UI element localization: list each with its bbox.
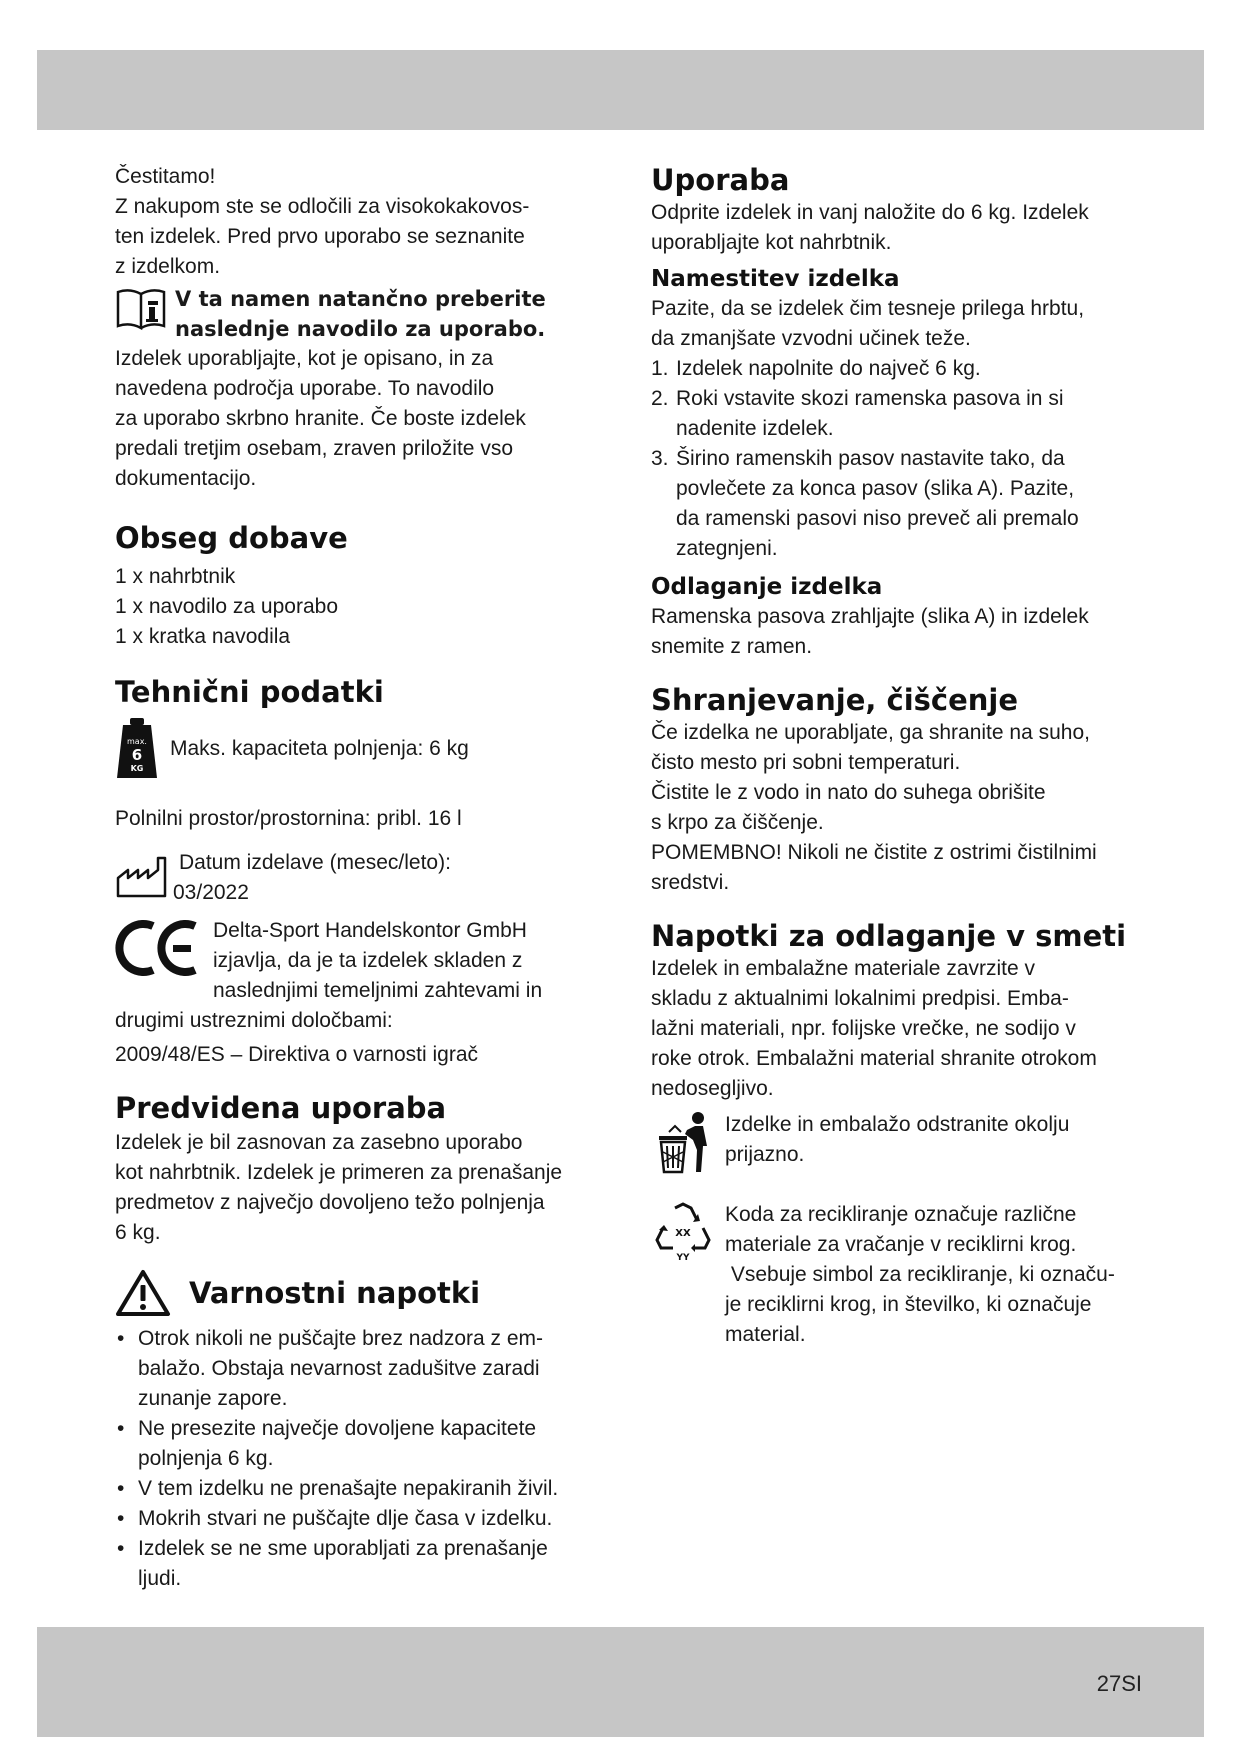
svg-text:XX: XX [675, 1228, 691, 1239]
fitting-step [651, 444, 1151, 564]
intro-line: z izdelkom. [115, 255, 221, 278]
step-number: 3. [651, 447, 669, 470]
tech-heading: Tehnični podatki [115, 675, 384, 709]
ce-line: Delta-Sport Handelskontor GmbH [213, 919, 527, 942]
weight-icon [115, 716, 159, 782]
bullet-line: • V tem izdelku ne prenašajte nepakiranih živil. [138, 1477, 559, 1500]
storage-section [651, 682, 1151, 898]
right-column [651, 162, 1151, 1350]
bin-line: Izdelke in embalažo odstranite okolju [725, 1113, 1070, 1136]
bullet-line: • Otrok nikoli ne puščajte brez nadzora z em- [138, 1327, 544, 1350]
disposal-section [651, 918, 1151, 1350]
step-line: zategnjeni. [676, 537, 778, 560]
recycle-line: materiale za vračanje v reciklirni krog. [725, 1233, 1077, 1256]
safety-bullet [115, 1504, 605, 1534]
svg-text:6: 6 [131, 746, 143, 764]
warning-triangle-icon [115, 1268, 171, 1318]
svg-text:KG: KG [130, 764, 144, 773]
step-number: 1. [651, 357, 669, 380]
intro-body-line: predali tretjim osebam, zraven priložite vso [115, 437, 513, 460]
footer-band [37, 1627, 1204, 1737]
safety-bullet [115, 1414, 605, 1474]
bullet-line: ljudi. [138, 1567, 182, 1590]
usage-line: Odprite izdelek in vanj naložite do 6 kg. Izdelek [651, 201, 1089, 224]
storage-line: Če izdelka ne uporabljate, ga shranite na suho, [651, 721, 1090, 744]
step-line: da ramenski pasovi niso preveč ali premalo [676, 507, 1079, 530]
recycle-line: je reciklirni krog, in številko, ki označuje [725, 1293, 1092, 1316]
factory-date-icon [115, 852, 171, 900]
intended-use-section [115, 1090, 605, 1248]
fitting-step [651, 384, 1151, 444]
step-line: Širino ramenskih pasov nastavite tako, da [676, 447, 1065, 470]
fitting-heading: Namestitev izdelka [651, 266, 900, 292]
removal-line: snemite z ramen. [651, 635, 813, 658]
greeting: Čestitamo! [115, 165, 216, 188]
usage-heading: Uporaba [651, 163, 790, 197]
manufacture-date-label: Datum izdelave (mesec/leto): [179, 851, 451, 874]
bullet-line: zunanje zapore. [138, 1387, 288, 1410]
ce-row [115, 916, 605, 1006]
fitting-line: Pazite, da se izdelek čim tesneje prilega hrbtu, [651, 297, 1085, 320]
bold-note-line: naslednje navodilo za uporabo. [175, 317, 546, 341]
disposal-line: roke otrok. Embalažni material shranite otrokom [651, 1047, 1097, 1070]
svg-text:max.: max. [127, 737, 147, 746]
disposal-line: lažni materiali, npr. folijske vrečke, ne sodijo v [651, 1017, 1076, 1040]
step-line: povlečete za konca pasov (slika A). Pazite, [676, 477, 1075, 500]
intended-use-line: predmetov z največjo dovoljeno težo polnjenja [115, 1191, 545, 1214]
scope-item: 1 x navodilo za uporabo [115, 595, 338, 618]
safety-bullet [115, 1474, 605, 1504]
intro-body-line: za uporabo skrbno hranite. Če boste izdelek [115, 407, 526, 430]
directive-text: 2009/48/ES – Direktiva o varnosti igrač [115, 1043, 479, 1066]
disposal-line: nedosegljivo. [651, 1077, 774, 1100]
safety-heading: Varnostni napotki [189, 1276, 481, 1310]
intended-use-line: 6 kg. [115, 1221, 161, 1244]
read-manual-note [115, 284, 605, 344]
intro-body-line: Izdelek uporabljajte, kot je opisano, in za [115, 347, 494, 370]
step-number: 2. [651, 387, 669, 410]
capacity-row [115, 716, 605, 782]
trash-bin-person-icon [651, 1110, 715, 1176]
storage-heading: Shranjevanje, čiščenje [651, 683, 1019, 717]
bin-row [651, 1110, 1151, 1176]
safety-list [115, 1324, 605, 1594]
bullet-line: polnjenja 6 kg. [138, 1447, 274, 1470]
svg-text:YY: YY [676, 1253, 690, 1263]
intro-body-line: dokumentacijo. [115, 467, 257, 490]
bullet-line: • Izdelek se ne sme uporabljati za prenašanje [138, 1537, 548, 1560]
fitting-steps [651, 354, 1151, 564]
usage-line: uporabljajte kot nahrbtnik. [651, 231, 892, 254]
removal-heading: Odlaganje izdelka [651, 574, 883, 600]
recycling-icon [651, 1200, 715, 1264]
step-line: nadenite izdelek. [676, 417, 834, 440]
storage-line: Čistite le z vodo in nato do suhega obrišite [651, 781, 1046, 804]
intro-body-line: navedena področja uporabe. To navodilo [115, 377, 495, 400]
tech-section [115, 674, 605, 1070]
safety-heading-row [115, 1268, 605, 1318]
disposal-line: skladu z aktualnimi lokalnimi predpisi. Emba- [651, 987, 1069, 1010]
read-manual-icon [115, 284, 171, 334]
scope-item: 1 x kratka navodila [115, 625, 291, 648]
ce-line: naslednjimi temeljnimi zahtevami in [213, 979, 543, 1002]
recycle-line: Vsebuje simbol za recikliranje, ki označu- [725, 1263, 1115, 1286]
bin-line: prijazno. [725, 1143, 805, 1166]
removal-line: Ramenska pasova zrahljajte (slika A) in izdelek [651, 605, 1089, 628]
intro-line: ten izdelek. Pred prvo uporabo se seznanite [115, 225, 525, 248]
recycle-row [651, 1200, 1151, 1350]
manufacture-date-row [115, 848, 605, 908]
header-band [37, 50, 1204, 130]
step-line: Roki vstavite skozi ramenska pasova in si [676, 387, 1064, 410]
scope-section [115, 520, 605, 652]
safety-bullet [115, 1324, 605, 1414]
manufacture-date-value: 03/2022 [173, 881, 249, 904]
step-line: Izdelek napolnite do največ 6 kg. [676, 357, 981, 380]
disposal-line: Izdelek in embalažne materiale zavrzite v [651, 957, 1036, 980]
left-column [115, 162, 605, 1594]
intended-use-line: Izdelek je bil zasnovan za zasebno uporabo [115, 1131, 523, 1154]
intro-line: Z nakupom ste se odločili za visokokakovos- [115, 195, 530, 218]
bullet-line: • Mokrih stvari ne puščajte dlje časa v izdelku. [138, 1507, 553, 1530]
volume-text: Polnilni prostor/prostornina: pribl. 16 l [115, 807, 462, 830]
fitting-line: da zmanjšate vzvodni učinek teže. [651, 327, 971, 350]
scope-heading: Obseg dobave [115, 521, 348, 555]
intended-use-heading: Predvidena uporaba [115, 1091, 447, 1125]
removal-section [651, 572, 1151, 662]
storage-line: POMEMBNO! Nikoli ne čistite z ostrimi čistilnimi [651, 841, 1097, 864]
bold-note-line: V ta namen natančno preberite [175, 287, 546, 311]
fitting-step [651, 354, 1151, 384]
ce-mark-icon [115, 916, 205, 980]
scope-item: 1 x nahrbtnik [115, 565, 236, 588]
storage-line: sredstvi. [651, 871, 730, 894]
recycle-line: Koda za recikliranje označuje različne [725, 1203, 1077, 1226]
page-number: 27SI [1096, 1671, 1142, 1696]
safety-bullet [115, 1534, 605, 1594]
capacity-text: Maks. kapaciteta polnjenja: 6 kg [170, 737, 469, 760]
bullet-line: • Ne presezite največje dovoljene kapacitete [138, 1417, 537, 1440]
storage-line: s krpo za čiščenje. [651, 811, 824, 834]
ce-line: izjavlja, da je ta izdelek skladen z [213, 949, 523, 972]
recycle-line: material. [725, 1323, 806, 1346]
storage-line: čisto mesto pri sobni temperaturi. [651, 751, 961, 774]
ce-continuation: drugimi ustreznimi določbami: [115, 1009, 393, 1032]
intended-use-line: kot nahrbtnik. Izdelek je primeren za prenašanje [115, 1161, 563, 1184]
disposal-heading: Napotki za odlaganje v smeti [651, 919, 1127, 953]
bullet-line: balažo. Obstaja nevarnost zadušitve zaradi [138, 1357, 540, 1380]
fitting-section [651, 264, 1151, 564]
